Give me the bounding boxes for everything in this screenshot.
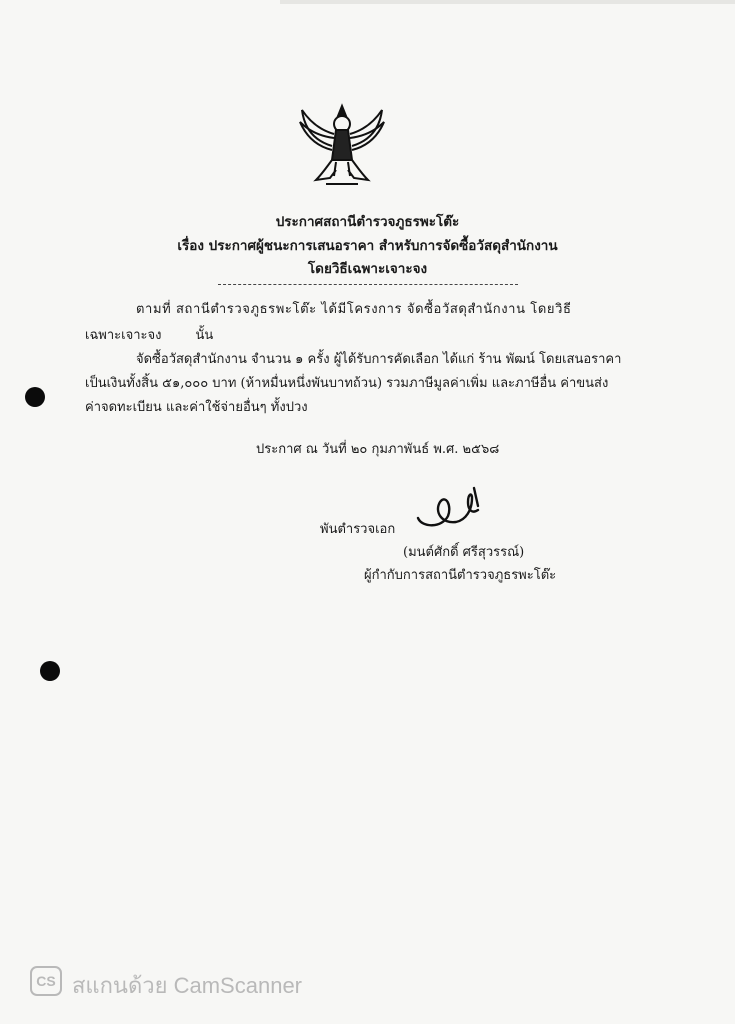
announcement-subject: เรื่อง ประกาศผู้ชนะการเสนอราคา สำหรับการจัดซื้อวัสดุสำนักงาน xyxy=(177,238,558,254)
procurement-method: โดยวิธีเฉพาะเจาะจง xyxy=(307,261,428,277)
paper-edge xyxy=(280,0,735,4)
body-text: นั้น xyxy=(195,328,214,343)
divider xyxy=(218,284,518,285)
punch-hole xyxy=(40,661,60,681)
signer-position: ผู้กำกับการสถานีตำรวจภูธรพะโต๊ะ xyxy=(364,568,557,583)
announce-date: ประกาศ ณ วันที่ ๒๐ กุมภาพันธ์ พ.ศ. ๒๕๖๘ xyxy=(256,442,500,457)
punch-hole xyxy=(25,387,45,407)
body-line: เป็นเงินทั้งสิ้น ๕๑,๐๐๐ บาท (ห้าหมื่นหนึ่งพันบาทถ้วน) รวมภาษีมูลค่าเพิ่ม และภาษีอื่น ค่าขนส่ง xyxy=(85,376,609,391)
body-line: จัดซื้อวัสดุสำนักงาน จำนวน ๑ ครั้ง ผู้ได้รับการคัดเลือก ได้แก่ ร้าน พัฒน์ โดยเสนอราคา xyxy=(136,352,622,367)
handwritten-signature xyxy=(412,484,492,530)
announcement-title: ประกาศสถานีตำรวจภูธรพะโต๊ะ xyxy=(275,214,460,230)
camscanner-watermark: สแกนด้วย CamScanner xyxy=(72,973,303,998)
body-line xyxy=(85,324,213,345)
body-line: ตามที่ สถานีตำรวจภูธรพะโต๊ะ ได้มีโครงการ จัดซื้อวัสดุสำนักงาน โดยวิธี xyxy=(136,302,572,317)
body-line: ค่าจดทะเบียน และค่าใช้จ่ายอื่นๆ ทั้งปวง xyxy=(85,400,308,415)
body-text: เฉพาะเจาะจง xyxy=(85,328,162,343)
garuda-emblem-icon xyxy=(296,100,388,192)
camscanner-logo-icon: CS xyxy=(30,966,62,996)
signer-rank: พันตำรวจเอก xyxy=(320,522,396,537)
signer-name: (มนต์ศักดิ์ ศรีสุวรรณ์) xyxy=(403,545,525,560)
